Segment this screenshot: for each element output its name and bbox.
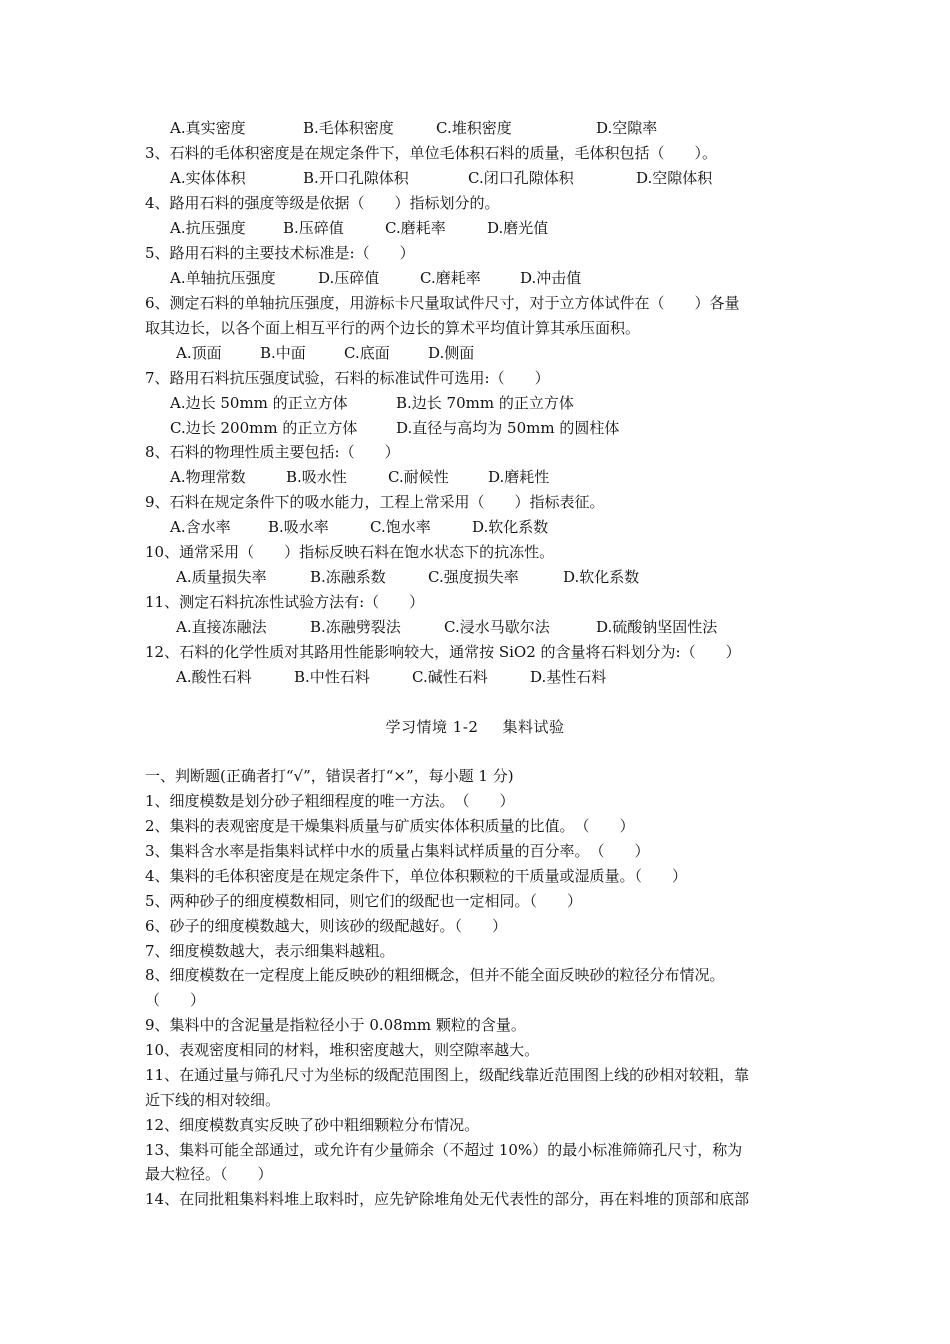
option: C.强度损失率 — [428, 568, 519, 586]
options-row — [176, 565, 876, 589]
option: D.磨耗性 — [488, 468, 550, 486]
judge-item: 9、集料中的含泥量是指粒径小于 0.08mm 颗粒的含量。 — [145, 1016, 526, 1034]
option: A.边长 50mm 的正立方体 — [170, 394, 348, 412]
judge-item: 11、在通过量与筛孔尺寸为坐标的级配范围图上，级配线靠近范围图上线的砂相对较粗，靠 — [145, 1066, 750, 1084]
options-row — [176, 665, 876, 689]
option: A.直接冻融法 — [176, 618, 267, 636]
options-row — [170, 515, 870, 539]
judge-item: 12、细度模数真实反映了砂中粗细颗粒分布情况。 — [145, 1116, 480, 1134]
question-5: 5、路用石料的主要技术标准是:（ ） — [145, 244, 415, 262]
option: C.碱性石料 — [412, 668, 488, 686]
option: C.底面 — [344, 344, 390, 362]
option: B.开口孔隙体积 — [303, 169, 409, 187]
options-row — [170, 465, 870, 489]
options-row — [170, 216, 870, 240]
options-row — [170, 116, 870, 140]
judge-item: 13、集料可能全部通过，或允许有少量筛余（不超过 10%）的最小标准筛筛孔尺寸，称为 — [145, 1141, 743, 1159]
option: B.中性石料 — [294, 668, 370, 686]
option: D.空隙率 — [596, 119, 658, 137]
option: B.压碎值 — [283, 219, 344, 237]
question-6-continued: 取其边长，以各个面上相互平行的两个边长的算术平均值计算其承压面积。 — [145, 319, 641, 337]
judge-item-continued: 近下线的相对较细。 — [145, 1091, 281, 1109]
options-row — [170, 391, 870, 415]
option: C.边长 200mm 的正立方体 — [170, 419, 358, 437]
judge-item: 8、细度模数在一定程度上能反映砂的粗细概念，但并不能全面反映砂的粒径分布情况。 — [145, 966, 725, 984]
section-title-name: 集料试验 — [502, 718, 565, 736]
option: A.顶面 — [176, 344, 222, 362]
question-3: 3、石料的毛体积密度是在规定条件下，单位毛体积石料的质量，毛体积包括（ ）。 — [145, 144, 718, 162]
question-10: 10、通常采用（ ）指标反映石料在饱水状态下的抗冻性。 — [145, 543, 555, 561]
options-row — [170, 166, 870, 190]
option: D.磨光值 — [487, 219, 549, 237]
options-row — [176, 615, 876, 639]
question-8: 8、石料的物理性质主要包括:（ ） — [145, 443, 400, 461]
option: A.单轴抗压强度 — [170, 269, 276, 287]
part-heading: 一、判断题(正确者打“√”，错误者打“×”，每小题 1 分) — [145, 767, 514, 785]
option: D.侧面 — [428, 344, 475, 362]
question-7: 7、路用石料抗压强度试验，石料的标准试件可选用:（ ） — [145, 369, 550, 387]
option: D.直径与高均为 50mm 的圆柱体 — [396, 419, 620, 437]
option: C.浸水马歇尔法 — [444, 618, 550, 636]
option: A.物理常数 — [170, 468, 246, 486]
judge-item: 3、集料含水率是指集料试样中水的质量占集料试样质量的百分率。 （ ） — [145, 842, 650, 860]
judge-item: 7、细度模数越大，表示细集料越粗。 — [145, 942, 395, 960]
judge-item: 1、细度模数是划分砂子粗细程度的唯一方法。 （ ） — [145, 792, 515, 810]
option: B.中面 — [260, 344, 306, 362]
option: B.吸水性 — [286, 468, 347, 486]
option: C.饱水率 — [370, 518, 431, 536]
judge-item: 10、表观密度相同的材料，堆积密度越大，则空隙率越大。 — [145, 1041, 540, 1059]
option: A.酸性石料 — [176, 668, 252, 686]
option: D.基性石料 — [530, 668, 607, 686]
option: C.闭口孔隙体积 — [468, 169, 574, 187]
question-6: 6、测定石料的单轴抗压强度，用游标卡尺量取试件尺寸，对于立方体试件在（ ）各量 — [145, 294, 740, 312]
option: A.抗压强度 — [170, 219, 246, 237]
option: C.堆积密度 — [436, 119, 512, 137]
judge-item: 14、在同批粗集料料堆上取料时，应先铲除堆角处无代表性的部分，再在料堆的顶部和底部 — [145, 1190, 750, 1208]
options-row — [170, 266, 870, 290]
option: D.硫酸钠坚固性法 — [596, 618, 718, 636]
option: D.冲击值 — [520, 269, 582, 287]
option: B.冻融劈裂法 — [310, 618, 401, 636]
judge-item: 4、集料的毛体积密度是在规定条件下，单位体积颗粒的干质量或湿质量。（ ） — [145, 867, 688, 885]
options-row — [170, 416, 870, 440]
option: C.磨耗率 — [385, 219, 446, 237]
judge-item-continued: （ ） — [145, 991, 206, 1009]
question-4: 4、路用石料的强度等级是依据（ ）指标划分的。 — [145, 194, 500, 212]
options-row — [176, 341, 876, 365]
question-11: 11、测定石料抗冻性试验方法有:（ ） — [145, 593, 425, 611]
option: A.实体体积 — [170, 169, 246, 187]
section-title — [0, 715, 950, 739]
option: D.软化系数 — [472, 518, 549, 536]
option: C.耐候性 — [388, 468, 449, 486]
option: D.空隙体积 — [636, 169, 713, 187]
judge-item: 2、集料的表观密度是干燥集料质量与矿质实体体积质量的比值。 （ ） — [145, 817, 635, 835]
option: B.毛体积密度 — [303, 119, 394, 137]
option: B.冻融系数 — [310, 568, 386, 586]
question-12: 12、石料的化学性质对其路用性能影响较大，通常按 SiO2 的含量将石料划分为:（ ） — [145, 643, 741, 661]
judge-item: 5、两种砂子的细度模数相同，则它们的级配也一定相同。（ ） — [145, 892, 583, 910]
option: A.质量损失率 — [176, 568, 267, 586]
option: A.真实密度 — [170, 119, 246, 137]
judge-item: 6、砂子的细度模数越大，则该砂的级配越好。（ ） — [145, 917, 508, 935]
question-9: 9、石料在规定条件下的吸水能力，工程上常采用（ ）指标表征。 — [145, 493, 605, 511]
option: B.边长 70mm 的正立方体 — [396, 394, 574, 412]
section-title-number: 学习情境 1-2 — [385, 718, 479, 736]
option: A.含水率 — [170, 518, 231, 536]
option: D.软化系数 — [563, 568, 640, 586]
option: B.吸水率 — [268, 518, 329, 536]
option: C.磨耗率 — [420, 269, 481, 287]
option: D.压碎值 — [318, 269, 380, 287]
judge-item-continued: 最大粒径。（ ） — [145, 1165, 273, 1183]
